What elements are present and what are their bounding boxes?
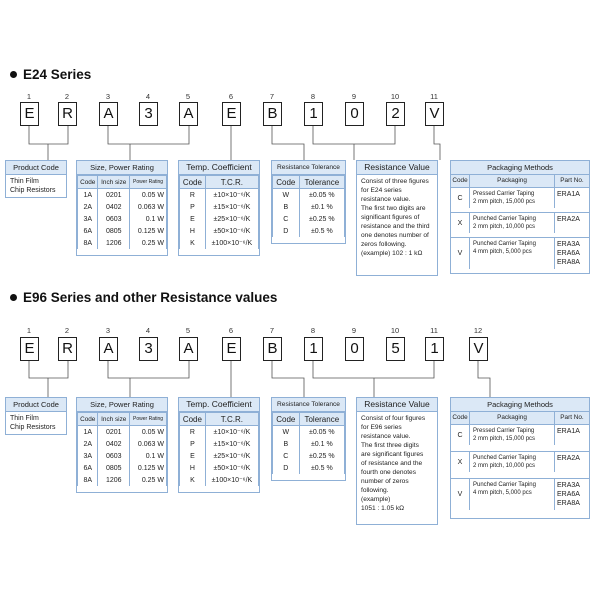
position-index: 5 [185, 326, 191, 335]
col-header: Code [78, 176, 98, 189]
code-char-box: E [222, 102, 241, 126]
table-row: 3A 0603 0.1 W [78, 450, 167, 462]
panel-header: Temp. Coefficient [179, 398, 259, 412]
code-char-box: 5 [386, 337, 405, 361]
panel-header: Product Code [6, 398, 66, 412]
position-index: 3 [105, 326, 111, 335]
position-index: 4 [145, 326, 151, 335]
code-char-box: V [469, 337, 488, 361]
col-header: T.C.R. [205, 413, 258, 426]
position-index: 7 [269, 326, 275, 335]
size-power-panel [76, 397, 168, 493]
packaging-row: V Punched Carrier Taping 4 mm pitch, 5,000 pcs ERA3A ERA6A ERA8A [451, 237, 589, 269]
table-row: W ±0.05 % [273, 426, 345, 439]
size-table [77, 412, 167, 486]
position-index: 2 [64, 326, 70, 335]
col-header: Inch size [98, 413, 130, 426]
table-row: 2A 0402 0.063 W [78, 201, 167, 213]
product-code-panel [5, 397, 67, 435]
code-char-box: 3 [139, 102, 158, 126]
panel-header: Resistance Tolerance [272, 398, 345, 412]
table-row: E ±25×10⁻⁶/K [180, 213, 259, 225]
tcr-table [179, 412, 259, 486]
packaging-col-headers: Code Packaging Part No. [451, 412, 589, 424]
code-char-box: V [425, 102, 444, 126]
tcr-panel [178, 397, 260, 493]
position-index: 11 [430, 326, 438, 335]
table-row: 2A 0402 0.063 W [78, 438, 167, 450]
packaging-col-headers: Code Packaging Part No. [451, 175, 589, 187]
table-row: D ±0.5 % [273, 225, 345, 237]
col-header: Code [78, 413, 98, 426]
position-index: 9 [351, 92, 357, 101]
position-index: 9 [351, 326, 357, 335]
position-index: 7 [269, 92, 275, 101]
product-line: Thin Film [10, 178, 39, 185]
table-row: 8A 1206 0.25 W [78, 474, 167, 486]
position-index: 4 [145, 92, 151, 101]
table-row: H ±50×10⁻⁶/K [180, 462, 259, 474]
position-index: 10 [390, 92, 400, 101]
resistance-description: Consist of four figures for E96 series resistance value. The first three digits are significant figures of resistance and the fourth one denotes number of zeros following. (example) 1051 : 1.05 kΩ [361, 415, 426, 512]
position-index: 3 [105, 92, 111, 101]
code-char-box: 3 [139, 337, 158, 361]
code-char-box: 0 [345, 337, 364, 361]
packaging-row: X Punched Carrier Taping 2 mm pitch, 10,000 pcs ERA2A [451, 212, 589, 233]
code-char-box: 2 [386, 102, 405, 126]
col-header: Tolerance [299, 413, 344, 426]
table-row: C ±0.25 % [273, 213, 345, 225]
panel-header: Resistance Value [357, 161, 437, 175]
code-char-box: A [99, 102, 118, 126]
col-header: T.C.R. [205, 176, 258, 189]
position-index: 12 [473, 326, 483, 335]
col-header: Tolerance [299, 176, 344, 189]
panel-header: Resistance Value [357, 398, 437, 412]
table-row: H ±50×10⁻⁶/K [180, 225, 259, 237]
table-row: E ±25×10⁻⁶/K [180, 450, 259, 462]
col-header: Code [180, 413, 206, 426]
code-char-box: A [99, 337, 118, 361]
code-char-box: 0 [345, 102, 364, 126]
panel-header: Product Code [6, 161, 66, 175]
col-header: Code [180, 176, 206, 189]
table-row: 6A 0805 0.125 W [78, 225, 167, 237]
code-char-box: E [20, 337, 39, 361]
col-header: Code [273, 413, 300, 426]
panel-header: Size, Power Rating [77, 161, 167, 175]
code-char-box: 1 [425, 337, 444, 361]
packaging-row: X Punched Carrier Taping 2 mm pitch, 10,000 pcs ERA2A [451, 451, 589, 472]
table-row: P ±15×10⁻⁶/K [180, 201, 259, 213]
position-index: 10 [390, 326, 400, 335]
panel-header: Resistance Tolerance [272, 161, 345, 175]
code-char-box: R [58, 102, 77, 126]
table-row: 1A 0201 0.05 W [78, 426, 167, 439]
panel-header: Packaging Methods [451, 161, 589, 175]
code-char-box: E [20, 102, 39, 126]
code-char-box: B [263, 337, 282, 361]
col-header: Power Rating [130, 413, 167, 426]
packaging-row: C Pressed Carrier Taping 2 mm pitch, 15,000 pcs ERA1A [451, 187, 589, 208]
position-index: 8 [310, 326, 316, 335]
packaging-panel [450, 397, 590, 519]
code-char-box: A [179, 102, 198, 126]
table-row: K ±100×10⁻⁶/K [180, 474, 259, 486]
packaging-row: V Punched Carrier Taping 4 mm pitch, 5,000 pcs ERA3A ERA6A ERA8A [451, 478, 589, 510]
position-index: 2 [64, 92, 70, 101]
product-line: Chip Resistors [10, 424, 56, 431]
panel-header: Size, Power Rating [77, 398, 167, 412]
table-row: C ±0.25 % [273, 450, 345, 462]
table-row: K ±100×10⁻⁶/K [180, 237, 259, 249]
table-row: 6A 0805 0.125 W [78, 462, 167, 474]
position-index: 5 [185, 92, 191, 101]
table-row: R ±10×10⁻⁶/K [180, 426, 259, 439]
col-header: Inch size [98, 176, 130, 189]
position-index: 11 [430, 92, 438, 101]
code-char-box: B [263, 102, 282, 126]
table-row: P ±15×10⁻⁶/K [180, 438, 259, 450]
table-row: D ±0.5 % [273, 462, 345, 474]
code-char-box: E [222, 337, 241, 361]
code-char-box: 1 [304, 337, 323, 361]
col-header: Power Rating [130, 176, 167, 189]
table-row: W ±0.05 % [273, 189, 345, 202]
table-row: B ±0.1 % [273, 438, 345, 450]
panel-header: Temp. Coefficient [179, 161, 259, 175]
tolerance-table [272, 412, 345, 474]
product-line: Chip Resistors [10, 187, 56, 194]
code-char-box: R [58, 337, 77, 361]
section-title-text: E96 Series and other Resistance values [23, 290, 278, 305]
position-index: 1 [26, 92, 32, 101]
table-row: B ±0.1 % [273, 201, 345, 213]
resistance-value-panel [356, 397, 438, 525]
section-title-text: E24 Series [23, 67, 92, 82]
position-index: 6 [228, 92, 234, 101]
product-line: Thin Film [10, 415, 39, 422]
position-index: 6 [228, 326, 234, 335]
panel-header: Packaging Methods [451, 398, 589, 412]
code-char-box: 1 [304, 102, 323, 126]
table-row: 1A 0201 0.05 W [78, 189, 167, 202]
position-index: 1 [26, 326, 32, 335]
code-char-box: A [179, 337, 198, 361]
table-row: 8A 1206 0.25 W [78, 237, 167, 249]
packaging-row: C Pressed Carrier Taping 2 mm pitch, 15,000 pcs ERA1A [451, 424, 589, 445]
resistance-description: Consist of three figures for E24 series resistance value. The first two digits are significant figures of resistance and the third one denotes number of zeros following. (example) 102 : 1 kΩ [361, 178, 430, 257]
position-index: 8 [310, 92, 316, 101]
table-row: 3A 0603 0.1 W [78, 213, 167, 225]
table-row: R ±10×10⁻⁶/K [180, 189, 259, 202]
tolerance-panel [271, 397, 346, 481]
col-header: Code [273, 176, 300, 189]
